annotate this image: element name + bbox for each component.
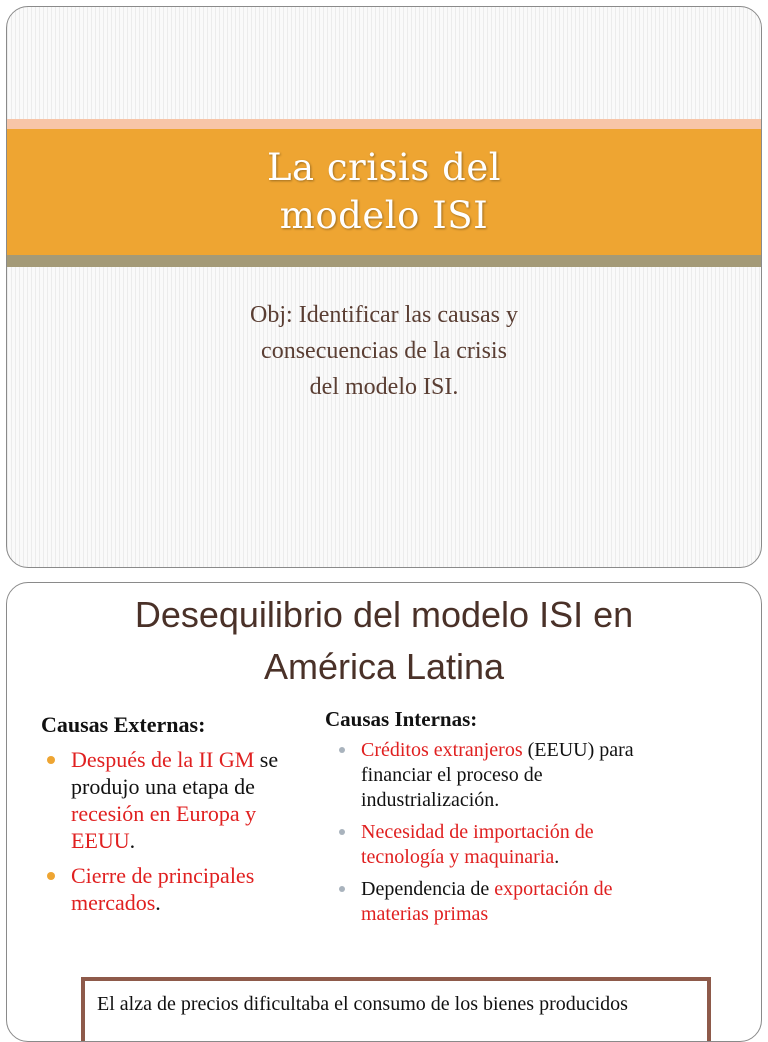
internal-causes-heading: Causas Internas: [325, 707, 478, 731]
cause-highlight: recesión en Europa y EEUU [71, 801, 257, 853]
content-title-line1: Desequilibrio del modelo ISI en [134, 594, 634, 635]
cause-text: . [155, 890, 161, 915]
cause-highlight: Después de la II GM [71, 747, 255, 772]
cause-highlight: Necesidad de importación de tecnología y maquinaria [361, 821, 594, 868]
list-item [41, 746, 311, 854]
content-title-line2: América Latina [263, 646, 505, 687]
cause-text: . [554, 846, 560, 868]
cause-text: se produjo una etapa de [71, 747, 279, 799]
orange-dot-bullet-icon [47, 756, 55, 764]
list-item [41, 862, 311, 916]
slide-title-line2: modelo ISI [279, 194, 489, 237]
internal-causes-column [325, 707, 665, 934]
gray-dot-bullet-icon [339, 747, 345, 753]
external-causes-list [41, 746, 311, 916]
slide-title-line1: La crisis del [266, 146, 502, 189]
title-band-bottom-stripe [7, 255, 761, 267]
internal-causes-list [325, 738, 665, 927]
cause-text: Dependencia de [361, 878, 495, 900]
list-item [325, 877, 665, 927]
content-slide-title [7, 589, 761, 693]
cause-text: . [129, 828, 136, 853]
orange-dot-bullet-icon [47, 872, 55, 880]
objective-line1: Obj: Identificar las causas y [250, 302, 518, 328]
objective-text [7, 297, 761, 405]
gray-dot-bullet-icon [339, 829, 345, 835]
list-item [325, 820, 665, 870]
external-causes-column [41, 711, 311, 924]
gray-dot-bullet-icon [339, 886, 345, 892]
external-causes-heading: Causas Externas: [41, 712, 206, 737]
objective-line3: del modelo ISI. [309, 374, 459, 400]
list-item [325, 738, 665, 813]
cause-text: (EEUU) para financiar el proceso de industrialización. [361, 739, 634, 811]
cause-highlight: Créditos extranjeros [361, 739, 523, 761]
content-slide [6, 582, 762, 1042]
cause-highlight: Cierre de principales mercados [71, 863, 255, 915]
title-band-top-stripe [7, 119, 761, 129]
conclusion-box: El alza de precios dificultaba el consumo de los bienes producidos [81, 977, 711, 1042]
title-slide [6, 6, 762, 568]
objective-line2: consecuencias de la crisis [261, 338, 507, 364]
cause-highlight: exportación de materias primas [361, 878, 613, 925]
title-band [7, 129, 761, 255]
